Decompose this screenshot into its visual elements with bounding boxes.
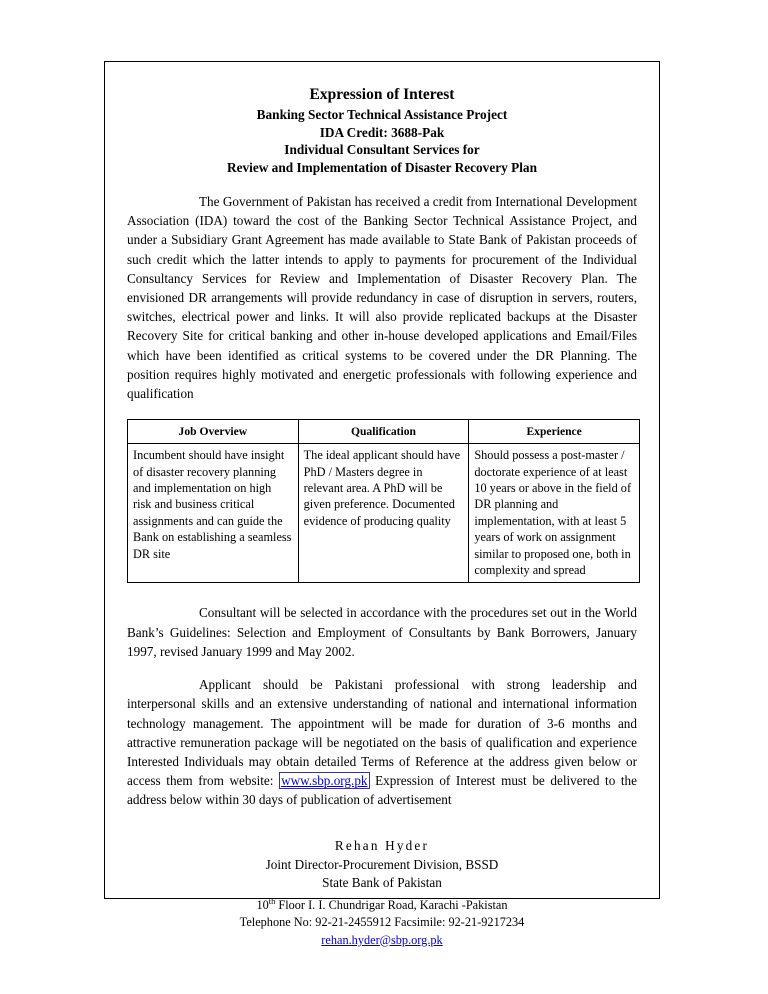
signature-name: Rehan Hyder	[334, 837, 430, 853]
page-title: Expression of Interest	[309, 86, 455, 103]
column-header-qualification: Qualification	[298, 420, 469, 444]
signature-block	[127, 836, 637, 950]
signature-email-line	[127, 932, 637, 950]
cell-qualification: The ideal applicant should have PhD / Masters degree in relevant area. A PhD will be given preference. Documented evidence of producing quality	[298, 444, 469, 583]
signature-designation: Joint Director-Procurement Division, BSSD	[265, 856, 499, 872]
signature-address	[127, 893, 637, 915]
subtitle-services: Individual Consultant Services for	[284, 142, 480, 157]
document-body	[127, 84, 637, 949]
paragraph-applicant	[127, 675, 637, 809]
paragraph-intro: The Government of Pakistan has received a credit from International Development Association (IDA) toward the cost of the Banking Sector Technical Assistance Project, and under a Subsidiary Grant Agreement has made available to State Bank of Pakistan proceeds of such credit which the latter intends to apply to payments for procurement of the Individual Consultancy Services for Review and Implementation of Disaster Recovery Plan. The envisioned DR arrangements will provide redundancy in case of disruption in servers, routers, switches, electrical power and links. It will also provide replicated backups at the Disaster Recovery Site for critical banking and other in-house developed applications and Email/Files which have been identified as critical systems to be covered under the DR Planning. The position requires highly motivated and energetic professionals with following experience and qualification	[127, 194, 637, 402]
paragraph-applicant-part2: Expression of Interest must be delivered to the address below within 30 days of publication of advertisement	[127, 773, 638, 808]
table-header-row	[128, 420, 640, 444]
address-rest: Floor I. I. Chundrigar Road, Karachi -Pakistan	[275, 897, 508, 912]
document-title-block	[127, 84, 637, 176]
cell-job-overview: Incumbent should have insight of disaster recovery planning and implementation on high risk and business critical assignments and can guide the Bank on establishing a seamless DR site	[128, 444, 299, 583]
table-row	[128, 444, 640, 583]
spacer	[127, 176, 637, 192]
email-link[interactable]: rehan.hyder@sbp.org.pk	[321, 932, 443, 947]
column-header-job-overview: Job Overview	[128, 420, 299, 444]
column-header-experience: Experience	[469, 420, 640, 444]
spacer	[127, 661, 637, 675]
subtitle-project: Banking Sector Technical Assistance Project	[256, 107, 508, 122]
spacer	[127, 583, 637, 603]
website-link[interactable]: www.sbp.org.pk	[281, 773, 368, 789]
signature-organization: State Bank of Pakistan	[322, 875, 442, 891]
address-floor-number: 10	[256, 897, 269, 912]
subtitle-credit: IDA Credit: 3688-Pak	[319, 124, 445, 140]
job-requirements-table	[127, 419, 640, 583]
cell-experience: Should possess a post-master / doctorate experience of at least 10 years or above in the field of DR planning and implementation, with at least 5 years of work on assignment similar to proposed one, both in complexity and spread	[469, 444, 640, 583]
address-ordinal-suffix: th	[268, 896, 276, 906]
signature-contact: Telephone No: 92-21-2455912 Facsimile: 92-21-9217234	[239, 915, 525, 930]
paragraph-applicant-part1: Applicant should be Pakistani professional with strong leadership and interpersonal skills and an extensive understanding of national and international information technology management. The appointment will be made for duration of 3-6 months and attractive remuneration package will be negotiated on the basis of qualification and experience Interested Individuals may obtain detailed Terms of Reference at the address given below or access them from website:	[127, 677, 637, 789]
paragraph-selection: Consultant will be selected in accordance with the procedures set out in the World Bank’s Guidelines: Selection and Employment of Consultants by Bank Borrowers, January 1997, revised January 1999 and May 2002.	[127, 605, 637, 659]
document-page	[104, 61, 660, 947]
subtitle-scope: Review and Implementation of Disaster Recovery Plan	[227, 159, 537, 175]
